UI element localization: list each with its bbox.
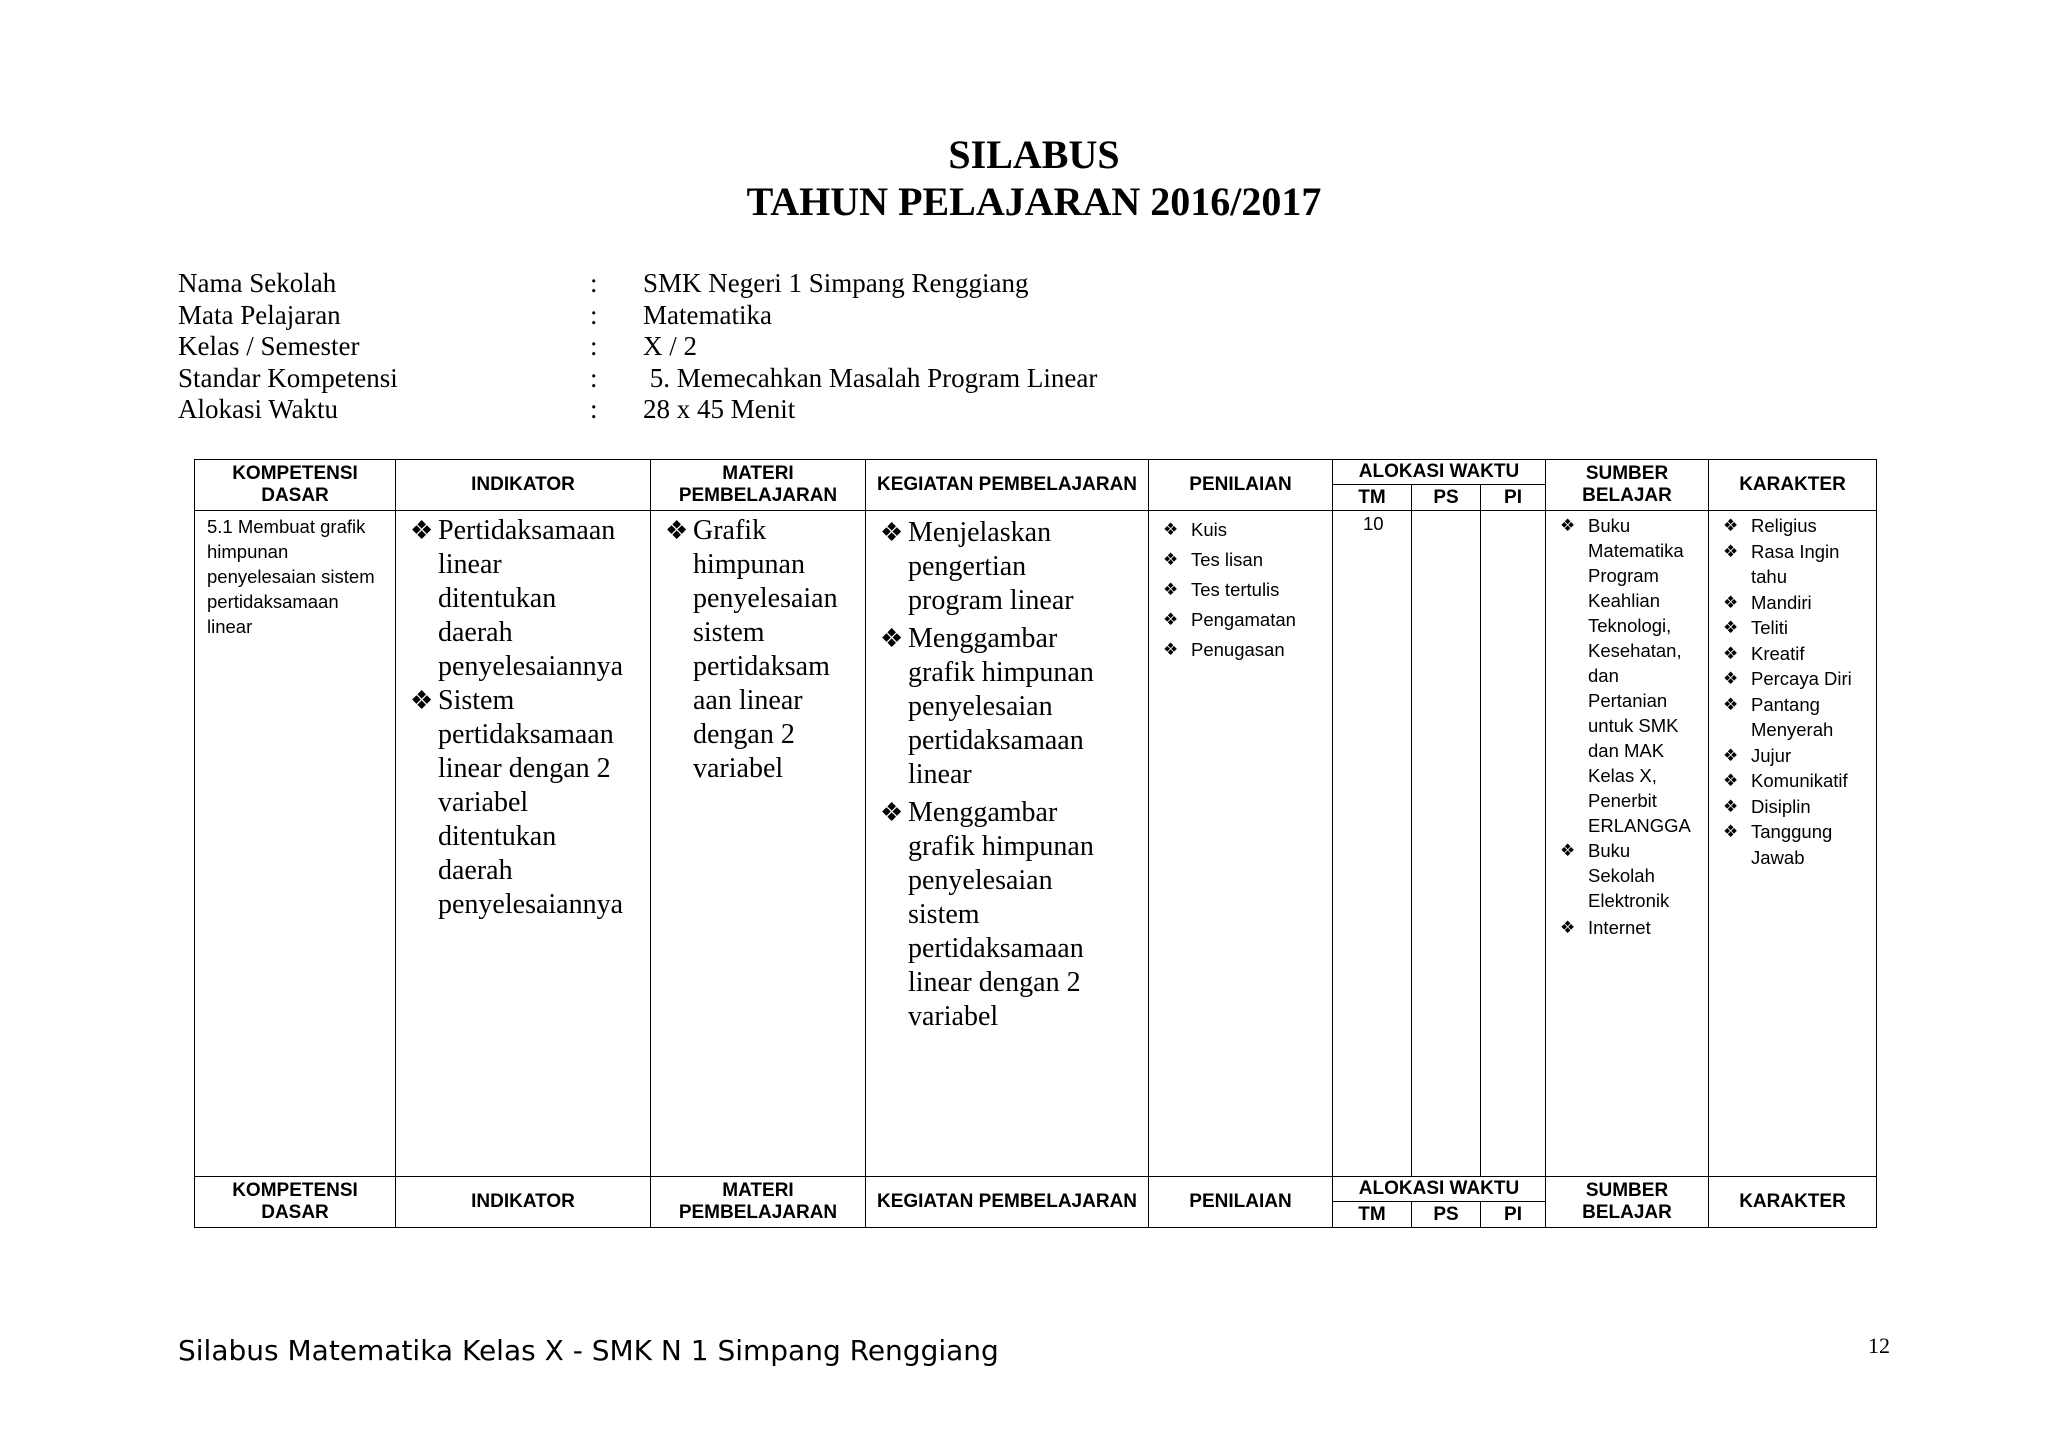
list-item — [1711, 819, 1872, 870]
diamond-bullet-icon: ❖ — [1723, 643, 1739, 663]
diamond-bullet-icon: ❖ — [1723, 592, 1739, 612]
text-line: Buku — [1588, 840, 1631, 861]
text-line: Jujur — [1751, 744, 1792, 766]
table-footer-header-row — [195, 1177, 1877, 1202]
page-number: 12 — [1868, 1333, 1890, 1358]
text-line: penyelesaiannya — [438, 651, 624, 682]
header-penilaian: PENILAIAN — [1149, 1177, 1333, 1228]
text-line: Program — [1588, 565, 1659, 586]
list-item — [1711, 666, 1872, 692]
header-ps: PS — [1412, 485, 1481, 511]
diamond-bullet-icon: ❖ — [1723, 796, 1739, 816]
cell-karakter — [1709, 511, 1877, 1177]
diamond-bullet-icon: ❖ — [1560, 841, 1576, 860]
header-kegiatan: KEGIATAN PEMBELAJARAN — [866, 1177, 1149, 1228]
header-tm: TM — [1333, 485, 1412, 511]
text-line: dengan 2 — [693, 719, 795, 750]
text-line: untuk SMK — [1588, 715, 1679, 736]
list-item — [1711, 794, 1872, 820]
cell-indikator — [396, 511, 651, 1177]
text-line: Mandiri — [1751, 591, 1812, 613]
diamond-bullet-icon: ❖ — [880, 798, 904, 827]
header-text: MATERI — [722, 1180, 794, 1201]
text-line: Pengamatan — [1191, 609, 1296, 630]
text-line: linear dengan 2 — [908, 967, 1081, 998]
list-item — [880, 796, 1140, 1034]
list-item — [1711, 513, 1872, 539]
info-label: Kelas / Semester — [178, 331, 360, 361]
text-line: Matematika — [1588, 540, 1684, 561]
cell-penilaian — [1149, 511, 1333, 1177]
info-colon: : — [590, 268, 598, 298]
table-header-row — [195, 460, 1877, 485]
text-line: Teliti — [1751, 617, 1789, 638]
list-item — [1711, 641, 1872, 667]
header-indikator: INDIKATOR — [396, 1177, 651, 1228]
diamond-bullet-icon: ❖ — [665, 516, 689, 545]
text-line: pertidaksamaan — [207, 591, 339, 612]
text-line: linear dengan 2 — [438, 753, 611, 784]
header-materi — [651, 460, 866, 511]
header-text: DASAR — [261, 485, 329, 506]
text-line: penyelesaian — [908, 691, 1053, 722]
header-text: KOMPETENSI — [232, 463, 358, 484]
text-line: pertidaksamaan — [908, 933, 1084, 964]
header-ps: PS — [1412, 1202, 1481, 1228]
text-line: ditentukan — [438, 821, 557, 852]
text-line: dan MAK — [1588, 740, 1665, 761]
text-line: Pantang — [1751, 693, 1820, 715]
diamond-bullet-icon: ❖ — [880, 624, 904, 653]
diamond-bullet-icon: ❖ — [1163, 550, 1179, 569]
list-item — [880, 516, 1140, 618]
text-line: Pertidaksamaan — [438, 515, 616, 546]
text-line: pengertian — [908, 551, 1027, 582]
cell-ps — [1412, 511, 1481, 1177]
header-text: BELAJAR — [1582, 1202, 1672, 1223]
list-item — [410, 514, 640, 684]
diamond-bullet-icon: ❖ — [1723, 771, 1739, 790]
text-line: Tes lisan — [1191, 549, 1263, 570]
header-penilaian: PENILAIAN — [1149, 460, 1333, 511]
list-item — [1711, 539, 1872, 590]
cell-tm: 10 — [1333, 511, 1412, 1177]
list-item — [1548, 513, 1704, 838]
document-title: SILABUS — [948, 132, 1120, 177]
diamond-bullet-icon: ❖ — [410, 516, 434, 545]
text-line: Pertanian — [1588, 690, 1668, 711]
diamond-bullet-icon: ❖ — [1723, 541, 1739, 561]
text-line: Buku — [1588, 515, 1631, 536]
text-line: Tes tertulis — [1191, 579, 1280, 600]
header-text: PEMBELAJARAN — [678, 485, 838, 506]
header-alokasi-waktu: ALOKASI WAKTU — [1333, 1177, 1546, 1202]
header-tm: TM — [1333, 1202, 1412, 1228]
header-alokasi-waktu: ALOKASI WAKTU — [1333, 460, 1546, 485]
info-label: Standar Kompetensi — [178, 362, 398, 393]
header-pi: PI — [1481, 485, 1546, 511]
text-line: Religius — [1751, 515, 1817, 536]
info-value: 28 x 45 Menit — [643, 394, 796, 424]
info-label: Nama Sekolah — [178, 268, 337, 298]
text-line: Komunikatif — [1751, 770, 1848, 791]
list-item — [1151, 545, 1326, 575]
text-line: penyelesaiannya — [438, 889, 624, 920]
diamond-bullet-icon: ❖ — [1560, 516, 1576, 535]
text-line: Disiplin — [1751, 795, 1811, 817]
list-item — [1711, 692, 1872, 743]
text-line: himpunan — [207, 541, 289, 562]
text-line: Jawab — [1751, 846, 1805, 868]
text-line: linear — [908, 759, 972, 790]
text-line: Penugasan — [1191, 639, 1285, 660]
text-line: Menggambar — [908, 623, 1058, 654]
text-line: sistem — [693, 617, 765, 648]
text-line: aan linear — [693, 685, 803, 716]
list-item — [1151, 605, 1326, 635]
text-line: Kesehatan, — [1588, 640, 1682, 661]
header-materi — [651, 1177, 866, 1228]
list-item — [1711, 615, 1872, 641]
info-value: Matematika — [643, 299, 772, 330]
text-line: Grafik — [693, 515, 767, 546]
diamond-bullet-icon: ❖ — [1163, 610, 1179, 629]
diamond-bullet-icon: ❖ — [1163, 520, 1179, 539]
cell-pi — [1481, 511, 1546, 1177]
info-colon: : — [590, 299, 598, 330]
text-line: linear — [438, 549, 502, 580]
list-item — [1548, 915, 1704, 940]
list-item — [1151, 575, 1326, 605]
text-line: variabel — [908, 1001, 999, 1032]
info-value: X / 2 — [643, 331, 697, 361]
cell-materi — [651, 511, 866, 1177]
syllabus-table — [194, 459, 1877, 1228]
diamond-bullet-icon: ❖ — [1723, 745, 1739, 765]
header-karakter: KARAKTER — [1709, 460, 1877, 511]
text-line: Keahlian — [1588, 590, 1661, 611]
text-line: Teknologi, — [1588, 615, 1672, 636]
text-line: Kreatif — [1751, 642, 1805, 664]
header-indikator: INDIKATOR — [396, 460, 651, 511]
text-line: Elektronik — [1588, 890, 1670, 911]
info-label: Mata Pelajaran — [178, 299, 341, 330]
text-line: grafik himpunan — [908, 657, 1094, 688]
text-line: pertidaksamaan — [908, 725, 1084, 756]
header-sumber-belajar — [1546, 460, 1709, 511]
text-line: penyelesaian — [908, 865, 1053, 896]
list-item — [1711, 768, 1872, 794]
header-pi: PI — [1481, 1202, 1546, 1228]
diamond-bullet-icon: ❖ — [1560, 918, 1576, 937]
text-line: Menyerah — [1751, 719, 1834, 740]
list-item — [1548, 838, 1704, 913]
text-line: pertidaksamaan — [438, 719, 614, 750]
info-colon: : — [590, 362, 598, 393]
text-line: Rasa Ingin — [1751, 540, 1840, 562]
list-item — [1151, 515, 1326, 545]
text-line: ditentukan — [438, 583, 557, 614]
header-text: DASAR — [261, 1202, 329, 1223]
text-line: penyelesaian — [693, 583, 838, 614]
text-line: ERLANGGA — [1588, 815, 1691, 836]
list-item — [880, 622, 1140, 792]
table-row — [195, 511, 1877, 1177]
header-kompetensi-dasar — [195, 1177, 396, 1228]
text-line: daerah — [438, 855, 513, 886]
cell-kompetensi-dasar — [195, 511, 396, 1177]
text-line: Menjelaskan — [908, 517, 1052, 548]
cell-sumber-belajar — [1546, 511, 1709, 1177]
text-line: Internet — [1588, 917, 1651, 938]
list-item — [1711, 743, 1872, 769]
info-label: Alokasi Waktu — [178, 394, 339, 424]
page-footer: Silabus Matematika Kelas X - SMK N 1 Simpang Renggiang — [178, 1334, 999, 1367]
diamond-bullet-icon: ❖ — [1163, 640, 1179, 659]
text-line: Sistem — [438, 685, 515, 716]
list-item — [1151, 635, 1326, 665]
info-value: SMK Negeri 1 Simpang Renggiang — [643, 268, 1029, 298]
cell-kegiatan — [866, 511, 1149, 1177]
text-line: Menggambar — [908, 797, 1058, 828]
list-item — [1711, 590, 1872, 616]
diamond-bullet-icon: ❖ — [1163, 580, 1179, 599]
text-line: Penerbit — [1588, 790, 1657, 811]
diamond-bullet-icon: ❖ — [1723, 669, 1739, 688]
header-text: SUMBER — [1585, 1180, 1669, 1201]
text-line: 5.1 Membuat grafik — [207, 516, 366, 537]
info-colon: : — [590, 394, 598, 424]
text-line: sistem — [908, 899, 980, 930]
info-colon: : — [590, 331, 598, 361]
text-line: Sekolah — [1588, 865, 1655, 886]
list-item — [665, 514, 857, 786]
diamond-bullet-icon: ❖ — [880, 518, 904, 547]
diamond-bullet-icon: ❖ — [1723, 694, 1739, 714]
text-line: tahu — [1751, 566, 1788, 587]
text-line: variabel — [438, 787, 529, 818]
diamond-bullet-icon: ❖ — [1723, 516, 1739, 535]
header-text: BELAJAR — [1582, 485, 1672, 506]
header-text: MATERI — [722, 463, 794, 484]
text-line: dan — [1588, 665, 1619, 686]
diamond-bullet-icon: ❖ — [1723, 822, 1739, 841]
document-subtitle: TAHUN PELAJARAN 2016/2017 — [746, 179, 1322, 224]
header-sumber-belajar — [1546, 1177, 1709, 1228]
text-line: himpunan — [693, 549, 805, 580]
header-karakter: KARAKTER — [1709, 1177, 1877, 1228]
text-line: Percaya Diri — [1751, 668, 1852, 689]
header-text: KOMPETENSI — [232, 1180, 358, 1201]
text-line: penyelesaian sistem — [207, 566, 375, 587]
header-text: SUMBER — [1585, 463, 1669, 484]
text-line: variabel — [693, 753, 784, 784]
text-line: daerah — [438, 617, 513, 648]
text-line: linear — [207, 616, 253, 637]
text-line: grafik himpunan — [908, 831, 1094, 862]
info-value: 5. Memecahkan Masalah Program Linear — [643, 362, 1098, 393]
text-line: Kuis — [1191, 519, 1227, 540]
text-line: program linear — [908, 585, 1074, 616]
header-kegiatan: KEGIATAN PEMBELAJARAN — [866, 460, 1149, 511]
text-line: Kelas X, — [1588, 765, 1657, 786]
diamond-bullet-icon: ❖ — [410, 686, 434, 715]
text-line: pertidaksam — [693, 651, 830, 682]
diamond-bullet-icon: ❖ — [1723, 618, 1739, 637]
header-kompetensi-dasar — [195, 460, 396, 511]
header-text: PEMBELAJARAN — [678, 1202, 838, 1223]
text-line: Tanggung — [1751, 821, 1833, 842]
list-item — [410, 684, 640, 922]
